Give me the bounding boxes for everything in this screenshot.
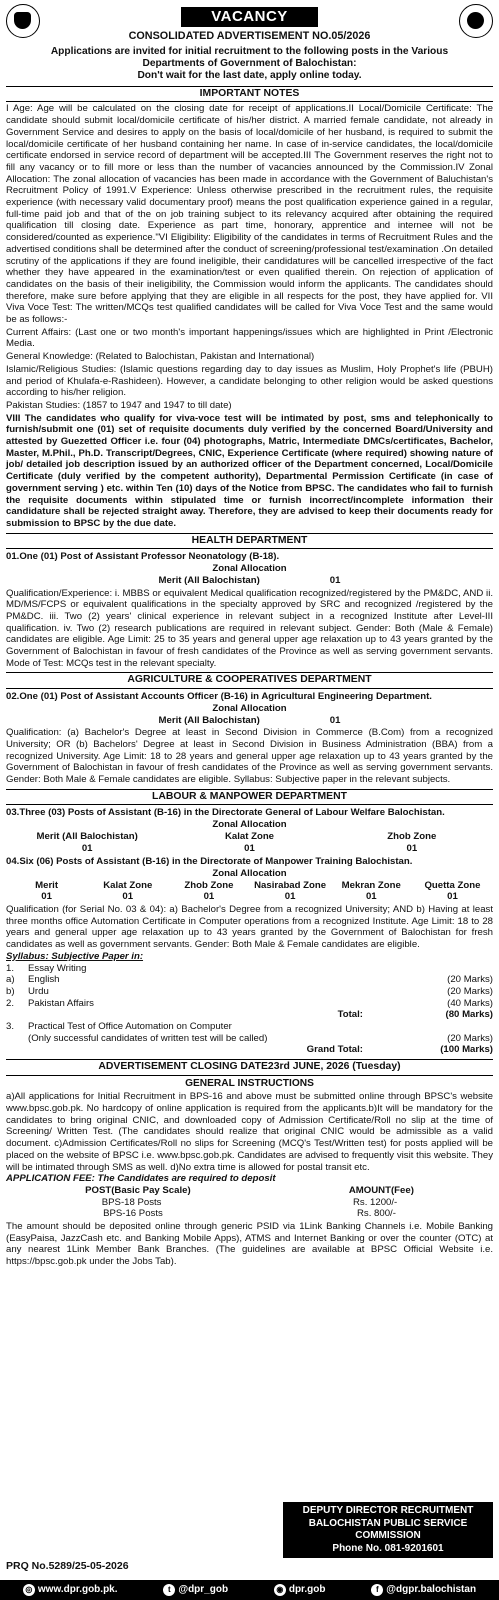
islamic-studies: Islamic/Religious Studies: (Islamic questions regarding day to day issues as Muslim, Holy Prophet's life (PBUH) and period of Khulafa-e-Rashideen). However, a candidate belonging to other religion would be asked questions according to his/her religion.: [6, 363, 493, 399]
zone-header: Kalat Zone: [224, 830, 275, 842]
notes-paragraph: I Age: Age will be calculated on the closing date for receipt of applications.II Local/Domicile Certificate: The candidate should submit local/domicile certificate of his/her district. A married female candidate, not already in Government Service and desires to apply on the basis of local/domicile of her husband, is required to submit the local/domicile certificate of her husband containing her name. In case of in-service candidates, the local/domicile certificate endorsed in service record of department will be accepted.III The Government reserves the right not to fill any vacancy or to fill more or less than the number of vacancies announced by the Commission.IV Zonal Allocation: The zonal allocation of vacancies has been made in accordance with the Government of Baluchistan's Recruitment Policy of 1991.V Experience: Unless otherwise prescribed in the recruitment rules, the requisite experience (with necessary valid documentary proof) means the post qualification experience gained in a regular, full-time paid job and that of the on job training subject to its relevancy acquired after obtaining the required qualification till closing date. Experience as part time, honorary, apprentice and internee will not be considered/counted as experience."VI Eligibility: Eligibility of the candidates in terms of Recruitment Rules and the advertised conditions shall be determined after the conduct of screening/professional test/examination .On detailed scrutiny of the applications if they are found ineligible, their candidatures will be cancelled irrespective of the fact whether they have appeared in the examination/test or even qualified therein. On rejection of application of candidates on the basis of their ineligibility, the Commission would inform the applicants. The candidates should therefore, make sure before applying that they are eligible in all respects for the post, they have applied for. VII Viva Voce Test: The written/MCQs test qualified candidates will be called for Viva Voce Test and the same would be as follows:-: [6, 103, 493, 326]
labour-post4-title: 04.Six (06) Posts of Assistant (B-16) in the Directorate of Manpower Training Balochistan.: [6, 856, 413, 868]
health-qualification: Qualification/Experience: i. MBBS or equivalent Medical qualification recognized/registered by the PM&DC, AND ii. MD/MS/FCPS or equivalent qualifications in the specialty approved by SRC and recognized /registered by the PM&DC. iii. Two (2) years' clinical experience in relevant subject in a recognized Institute after Level-III qualification. iv. Two (2) research publications are required in relevant subject. Gender: Both (Male & Female) candidates are eligible. Age Limit: 25 to 35 years and general upper age relaxation up to 43 years granted by the Government of Balochistan in favour of fresh candidates of the Province as well as serving government servants. Mode of Test: MCQs test in the relevant specialty.: [6, 587, 493, 669]
syllabus-label: Syllabus: Subjective Paper in:: [6, 950, 144, 962]
merit-value: 01: [329, 574, 341, 586]
syllabus-row: [6, 1033, 493, 1045]
fee-row: [6, 1208, 493, 1220]
syllabus-no: 1.: [6, 962, 15, 974]
syllabus-row: [6, 1044, 493, 1056]
instagram-icon: ◉: [274, 1584, 286, 1596]
zone-header: Kalat Zone: [103, 879, 153, 891]
signatory-box: [283, 1502, 493, 1558]
twitter-link[interactable]: [163, 1584, 228, 1596]
signatory-phone: Phone No. 081-9201601: [332, 1542, 444, 1554]
agriculture-qualification: Qualification: (a) Bachelor's Degree at least in Second Division in Commerce (B.Com) from a recognized University; OR (b) Bachelors' Degree at least in Second Division in Business Administration (BBA) from a recognized University. Age Limit: 18 to 28 years and general upper age relaxation up to 43 years granted by the Government of Balochistan in favour of fresh candidates of the Province as well as serving government servants. Gender: Both Male & Female candidates are eligible. Syllabus: Subjective paper in the relevant subjects.: [6, 727, 493, 786]
health-post-title: 01.One (01) Post of Assistant Professor Neonatology (B-18).: [6, 551, 280, 563]
instagram-link[interactable]: [274, 1584, 326, 1596]
general-instructions-heading: GENERAL INSTRUCTIONS: [185, 1077, 314, 1089]
signatory-line: DEPUTY DIRECTOR RECRUITMENT: [302, 1505, 474, 1516]
instagram-text: dpr.gob: [288, 1583, 326, 1595]
fee-header-row: [6, 1185, 493, 1197]
zone-value: 01: [365, 891, 377, 903]
syllabus-row: [6, 1009, 493, 1021]
zone-value: 01: [122, 891, 134, 903]
post4-zone-values: [6, 891, 493, 903]
current-affairs: Current Affairs: (Last one or two month's important happenings/issues which are highlighted in Print /Electronic Media.: [6, 326, 493, 350]
health-merit-row: [6, 575, 493, 587]
government-emblem-icon: [6, 4, 40, 38]
pakistan-studies: Pakistan Studies: (1857 to 1947 and 1947 to till date): [6, 399, 232, 411]
facebook-text: @dgpr.balochistan: [386, 1583, 477, 1595]
globe-icon: ◎: [23, 1584, 35, 1596]
syllabus-row: [6, 986, 493, 998]
zone-value: 01: [447, 891, 458, 903]
post3-zone-headers: [6, 831, 493, 843]
fee-amount: Rs. 1200/-: [352, 1196, 398, 1208]
syllabus-item: Urdu: [28, 985, 49, 997]
notes-viii: VIII The candidates who qualify for viva-voce test will be intimated by post, sms and telephonically to furnish/submit one (01) set of requisite documents duly verified by the concerned Board/University and attested by Guezetted Officer i.e. four (04) photographs, Matric, Intermediate DMCs/certificates, Bachelor, Master, M.Phil., Ph.D. Transcript/Degrees, CNIC, Experience Certificate (where required) showing nature of job/ detailed job description issued by an authorized officer of the Department concerned, Local/Domicile Certificate (duly verified by the competent authority), Departmental Permission Certificate (in case of government serving ) etc. within Ten (10) days of the Notice from BPSC. The candidates who fail to furnish the requisite documents within stipulated time or furnish incorrect/incomplete information their candidature shall be rejected straight away. Therefore, they are advised to keep their documents ready for submission to BPSC by the due date.: [6, 412, 493, 529]
social-bar: [0, 1580, 499, 1600]
syllabus-marks: (20 Marks): [447, 985, 493, 997]
intro-text: [6, 46, 493, 83]
syllabus-item: Grand Total:: [306, 1044, 363, 1056]
syllabus-row: [6, 963, 493, 975]
header-center: [40, 4, 459, 43]
general-instructions: a)All applications for Initial Recruitment in BPS-16 and above must be submitted online through BPSC's website www.bpsc.gob.pk. No hardcopy of online application is required from the applicants.b)It will be mandatory for the candidates to bring original CNIC, and downloaded copy of Admission Certificate/Roll no slip at the time of Screening/ Written Test. (The candidates should realize that original CNIC would be admissible as a valid document. c)Admission Certificates/Roll no slips for Screening (MCQ's Test/Written test) for posts applied will be placed on the website of BPSC i.e. www.bpsc.gob.pk. Candidates are advised to frequently visit this website. They will be intimated through SMS as well. d)No extra time is allowed for postal transit etc.: [6, 1091, 493, 1173]
syllabus-item: English: [28, 974, 60, 986]
intro-line: Departments of Government of Balochistan:: [142, 58, 357, 70]
fee-col-amount: AMOUNT(Fee): [348, 1184, 414, 1196]
syllabus-no: b): [6, 985, 15, 997]
post4-zone-headers: [6, 880, 493, 892]
syllabus-table: [6, 963, 493, 1057]
syllabus-item: Total:: [337, 1009, 363, 1021]
header: [6, 4, 493, 44]
syllabus-no: a): [6, 974, 15, 986]
syllabus-marks: (100 Marks): [440, 1044, 493, 1056]
twitter-icon: t: [163, 1584, 175, 1596]
zone-header: Zhob Zone: [387, 830, 437, 842]
facebook-link[interactable]: [371, 1584, 476, 1596]
syllabus-no: [6, 1044, 28, 1056]
zone-header: Nasirabad Zone: [254, 879, 327, 891]
signatory-line: COMMISSION: [355, 1530, 421, 1541]
syllabus-marks: [403, 963, 493, 975]
zone-header: Merit (All Balochistan): [36, 830, 138, 842]
zone-value: 01: [244, 842, 255, 854]
general-knowledge: General Knowledge: (Related to Balochistan, Pakistan and International): [6, 351, 315, 363]
syllabus-row: [6, 998, 493, 1010]
merit-label: Merit (All Balochistan): [158, 714, 260, 726]
syllabus-item: Essay Writing: [28, 962, 87, 974]
website-link[interactable]: [23, 1584, 118, 1596]
signatory-line: BALOCHISTAN PUBLIC SERVICE: [308, 1517, 468, 1529]
syllabus-item: Pakistan Affairs: [28, 997, 94, 1009]
labour-department-heading: LABOUR & MANPOWER DEPARTMENT: [6, 789, 493, 806]
syllabus-no: 2.: [6, 997, 15, 1009]
syllabus-item: (Only successful candidates of written test will be called): [28, 1032, 268, 1044]
intro-line: Don't wait for the last date, apply online today.: [137, 70, 362, 82]
zonal-allocation-label: Zonal Allocation: [212, 563, 287, 575]
agriculture-post-title: 02.One (01) Post of Assistant Accounts Officer (B-16) in Agricultural Engineering Department.: [6, 691, 432, 703]
deposit-instructions: The amount should be deposited online through generic PSID via 1Link Banking Channels i.e. Mobile Banking (EasyPaisa, JazzCash etc. and Banking Mobile Apps), ATMS and Internet Banking or over the counter (OTC) at any nearest 1Link Member Bank Branches. (The guidelines are available at BPSC Official Website i.e. https://bpsc.gob.pk under the Jobs Tab).: [6, 1221, 493, 1268]
agriculture-merit-row: [6, 715, 493, 727]
zone-header: Quetta Zone: [424, 879, 481, 891]
prq-number: PRQ No.5289/25-05-2026: [6, 1560, 129, 1572]
zone-header: Mekran Zone: [341, 879, 401, 891]
advertisement-number: CONSOLIDATED ADVERTISEMENT NO.05/2026: [128, 30, 371, 43]
zone-value: 01: [81, 842, 93, 854]
page-title: VACANCY: [181, 7, 318, 27]
fee-post: BPS-18 Posts: [101, 1196, 162, 1208]
zonal-allocation-label: Zonal Allocation: [212, 819, 287, 831]
syllabus-no: 3.: [6, 1021, 15, 1033]
website-text: www.dpr.gob.pk.: [37, 1583, 118, 1595]
fee-row: [6, 1197, 493, 1209]
closing-date-heading: ADVERTISEMENT CLOSING DATE23rd JUNE, 2026 (Tuesday): [6, 1059, 493, 1076]
twitter-text: @dpr_gob: [178, 1583, 229, 1595]
syllabus-no: [6, 1033, 28, 1045]
labour-qualification: Qualification (for Serial No. 03 & 04): a) Bachelor's Degree from a recognized University; AND b) Having at least three months office Automation Certificate in Computer operations from a recognized Institute. Age Limit: 18 to 28 years and general upper age relaxation up to 43 years granted by the Government of Balochistan for fresh candidates as well as government servants. Gender: Both Male & Female candidates are eligible.: [6, 904, 493, 951]
syllabus-marks: (40 Marks): [447, 997, 493, 1009]
labour-post3-title: 03.Three (03) Posts of Assistant (B-16) in the Directorate General of Labour Welfare Balochistan.: [6, 807, 445, 819]
health-department-heading: HEALTH DEPARTMENT: [6, 533, 493, 550]
zone-value: 01: [406, 842, 418, 854]
syllabus-row: [6, 1021, 493, 1033]
fee-amount: Rs. 800/-: [356, 1208, 396, 1220]
zone-value: 01: [284, 891, 296, 903]
agriculture-department-heading: AGRICULTURE & COOPERATIVES DEPARTMENT: [6, 672, 493, 689]
zonal-allocation-label: Zonal Allocation: [212, 867, 287, 879]
facebook-icon: f: [371, 1584, 383, 1596]
merit-label: Merit (All Balochistan): [158, 574, 260, 586]
zonal-allocation-label: Zonal Allocation: [212, 702, 287, 714]
syllabus-no: [6, 1009, 28, 1021]
important-notes-heading: IMPORTANT NOTES: [6, 86, 493, 103]
fee-col-post: POST(Basic Pay Scale): [85, 1184, 191, 1196]
post3-zone-values: [6, 843, 493, 855]
zone-header: Zhob Zone: [184, 879, 234, 891]
fee-post: BPS-16 Posts: [103, 1208, 163, 1220]
syllabus-marks: (20 Marks): [447, 1032, 493, 1044]
syllabus-marks: (20 Marks): [447, 974, 493, 986]
zone-value: 01: [203, 891, 215, 903]
syllabus-marks: [403, 1021, 493, 1033]
intro-line: Applications are invited for initial recruitment to the following posts in the Various: [50, 46, 449, 57]
merit-value: 01: [329, 714, 341, 726]
zone-value: 01: [41, 891, 52, 903]
syllabus-row: [6, 974, 493, 986]
application-fee-label: APPLICATION FEE: The Candidates are required to deposit: [6, 1173, 276, 1185]
commission-logo-icon: [459, 4, 493, 38]
syllabus-marks: (80 Marks): [445, 1009, 493, 1021]
zone-header: Merit: [35, 879, 59, 891]
syllabus-item: Practical Test of Office Automation on Computer: [28, 1021, 232, 1033]
